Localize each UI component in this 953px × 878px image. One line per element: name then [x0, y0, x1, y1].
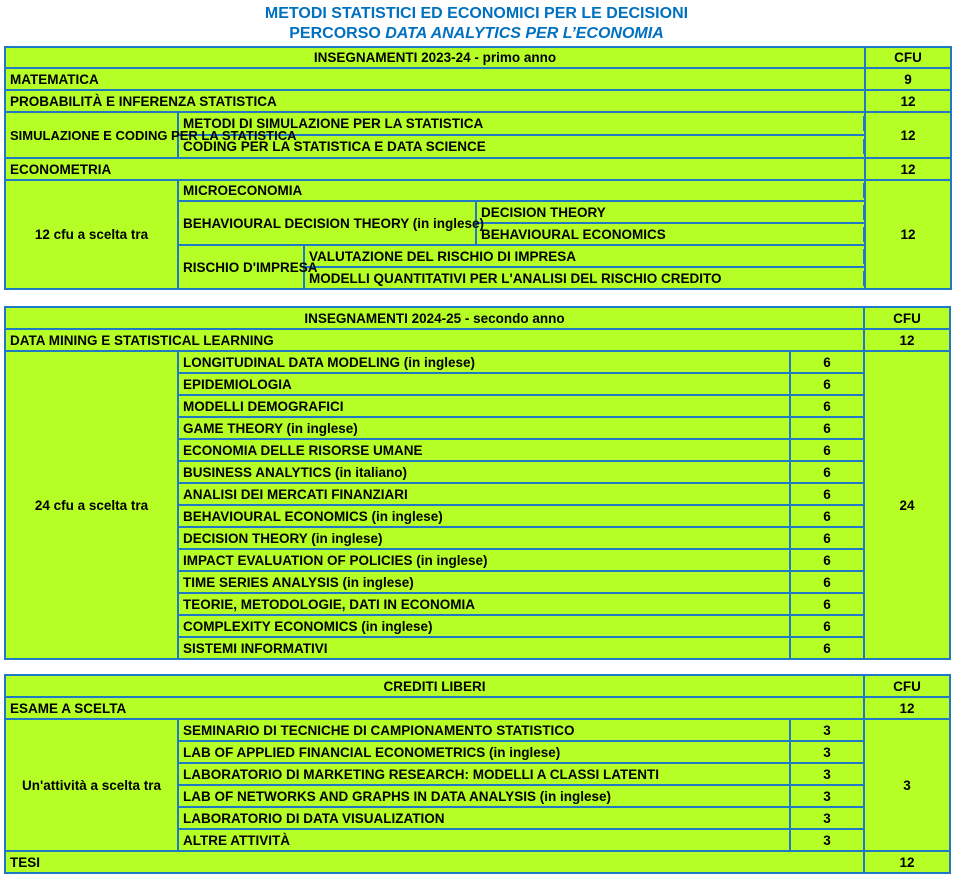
- course-name: BEHAVIOURAL ECONOMICS (in inglese): [179, 506, 790, 526]
- course-name: MODELLI QUANTITATIVI PER L'ANALISI DEL RISCHIO CREDITO: [305, 271, 864, 286]
- choice-label: Un'attività a scelta tra: [5, 719, 178, 851]
- subtable: [179, 550, 863, 570]
- course-name: LONGITUDINAL DATA MODELING (in inglese): [179, 352, 790, 372]
- subtable: [179, 830, 863, 850]
- subtable: [179, 374, 863, 394]
- course-name: LAB OF APPLIED FINANCIAL ECONOMETRICS (in inglese): [179, 742, 790, 762]
- course-name: VALUTAZIONE DEL RISCHIO DI IMPRESA: [305, 249, 864, 264]
- table-first-year: [4, 46, 952, 290]
- page-title: METODI STATISTICI ED ECONOMICI PER LE DECISIONI: [264, 5, 689, 22]
- choice-total-cfu: 24: [864, 351, 950, 659]
- subtable: [179, 418, 863, 438]
- table-row: [5, 351, 950, 373]
- choice-total-cfu: 12: [865, 180, 951, 289]
- subtable: [179, 742, 863, 762]
- subtable: [179, 484, 863, 504]
- course-cfu: 3: [823, 810, 831, 826]
- course-name: LABORATORIO DI MARKETING RESEARCH: MODELLI A CLASSI LATENTI: [179, 764, 790, 784]
- course-name: ANALISI DEI MERCATI FINANZIARI: [179, 484, 790, 504]
- subtable: [305, 271, 864, 286]
- course-cfu: 6: [823, 530, 831, 546]
- subtable: [179, 462, 863, 482]
- course-cfu: 3: [823, 788, 831, 804]
- course-name: LABORATORIO DI DATA VISUALIZATION: [179, 808, 790, 828]
- course-cfu: 6: [823, 486, 831, 502]
- subtable: [477, 205, 864, 220]
- course-name: PROBABILITÀ E INFERENZA STATISTICA: [5, 90, 865, 112]
- group-label: RISCHIO D'IMPRESA: [178, 245, 304, 289]
- course-cfu: 6: [823, 574, 831, 590]
- course-name: ESAME A SCELTA: [5, 697, 864, 719]
- course-cfu: 6: [823, 376, 831, 392]
- table-row: [5, 719, 950, 741]
- subtable: [179, 764, 863, 784]
- course-cfu: 6: [823, 596, 831, 612]
- section-header: CREDITI LIBERI: [5, 675, 864, 697]
- table-row: [5, 851, 950, 873]
- course-cfu: 9: [865, 68, 951, 90]
- table-row: [5, 180, 951, 201]
- course-cfu: 6: [823, 464, 831, 480]
- table-row: [5, 68, 951, 90]
- section-header: INSEGNAMENTI 2024-25 - secondo anno: [5, 307, 864, 329]
- course-cfu: 6: [823, 354, 831, 370]
- table-row: [5, 47, 951, 68]
- subtable: [179, 116, 864, 131]
- course-name: BUSINESS ANALYTICS (in italiano): [179, 462, 790, 482]
- subtable: [179, 506, 863, 526]
- course-name: TIME SERIES ANALYSIS (in inglese): [179, 572, 790, 592]
- cfu-header: CFU: [864, 307, 950, 329]
- section-header: INSEGNAMENTI 2023-24 - primo anno: [5, 47, 865, 68]
- choice-total-cfu: 3: [864, 719, 950, 851]
- subtable: [179, 528, 863, 548]
- course-name: CODING PER LA STATISTICA E DATA SCIENCE: [179, 139, 864, 154]
- group-total-cfu: 12: [865, 112, 951, 158]
- table-row: [5, 675, 950, 697]
- course-name: MICROECONOMIA: [179, 183, 864, 198]
- course-cfu: 6: [823, 618, 831, 634]
- subtable: [179, 720, 863, 740]
- subtable: [305, 249, 864, 264]
- course-cfu: 3: [823, 832, 831, 848]
- cfu-header: CFU: [864, 675, 950, 697]
- table-row: [5, 697, 950, 719]
- subtable: [179, 808, 863, 828]
- course-name: GAME THEORY (in inglese): [179, 418, 790, 438]
- course-cfu: 12: [865, 158, 951, 180]
- course-name: MODELLI DEMOGRAFICI: [179, 396, 790, 416]
- table-row: [5, 112, 951, 135]
- subtable: [179, 616, 863, 636]
- course-name: COMPLEXITY ECONOMICS (in inglese): [179, 616, 790, 636]
- subtable: [179, 183, 864, 198]
- course-name: LAB OF NETWORKS AND GRAPHS IN DATA ANALYSIS (in inglese): [179, 786, 790, 806]
- subtable: [179, 440, 863, 460]
- course-cfu: 3: [823, 722, 831, 738]
- cfu-header: CFU: [865, 47, 951, 68]
- course-cfu: 12: [864, 697, 950, 719]
- subtitle-prefix: PERCORSO: [289, 25, 386, 42]
- subtitle-italic: DATA ANALYTICS PER L’ECONOMIA: [385, 25, 664, 42]
- course-cfu: 6: [823, 552, 831, 568]
- course-cfu: 3: [823, 744, 831, 760]
- activity-list: [5, 719, 950, 851]
- table-second-year: [4, 306, 951, 660]
- course-name: EPIDEMIOLOGIA: [179, 374, 790, 394]
- course-name: ALTRE ATTIVITÀ: [179, 830, 790, 850]
- subtable: [179, 572, 863, 592]
- course-name: SISTEMI INFORMATIVI: [179, 638, 790, 658]
- subtable: [6, 333, 863, 348]
- page-subtitle: [0, 24, 953, 43]
- course-name: IMPACT EVALUATION OF POLICIES (in inglese): [179, 550, 790, 570]
- table-row: [5, 307, 950, 329]
- elective-list: [5, 351, 950, 659]
- course-cfu: 3: [823, 766, 831, 782]
- table-row: [5, 90, 951, 112]
- course-cfu: 12: [864, 329, 950, 351]
- course-cfu: 6: [823, 442, 831, 458]
- course-name: DECISION THEORY (in inglese): [179, 528, 790, 548]
- course-cfu: 6: [823, 508, 831, 524]
- course-cfu: 6: [823, 640, 831, 656]
- course-name: DECISION THEORY: [477, 205, 864, 220]
- course-cfu: 6: [823, 420, 831, 436]
- course-cfu: 12: [865, 90, 951, 112]
- subtable: [179, 396, 863, 416]
- course-name: TESI: [5, 851, 864, 873]
- subtable: [179, 352, 863, 372]
- table-row: [5, 329, 950, 351]
- course-name: METODI DI SIMULAZIONE PER LA STATISTICA: [179, 116, 864, 131]
- course-name: DATA MINING E STATISTICAL LEARNING: [10, 332, 274, 348]
- subtable: [179, 786, 863, 806]
- subtable: [179, 139, 864, 154]
- course-cfu: 6: [823, 398, 831, 414]
- choice-label: 12 cfu a scelta tra: [5, 180, 178, 289]
- subtable: [179, 638, 863, 658]
- course-name: TEORIE, METODOLOGIE, DATI IN ECONOMIA: [179, 594, 790, 614]
- subtable: [477, 227, 864, 242]
- course-name: MATEMATICA: [5, 68, 865, 90]
- table-row: [5, 158, 951, 180]
- group-label: SIMULAZIONE E CODING PER LA STATISTICA: [5, 112, 178, 158]
- course-name: BEHAVIOURAL ECONOMICS: [477, 227, 864, 242]
- course-name: SEMINARIO DI TECNICHE DI CAMPIONAMENTO STATISTICO: [179, 720, 790, 740]
- course-name: ECONOMETRIA: [5, 158, 865, 180]
- group-label: BEHAVIOURAL DECISION THEORY (in inglese): [178, 201, 476, 245]
- course-cfu: 12: [864, 851, 950, 873]
- choice-label: 24 cfu a scelta tra: [5, 351, 178, 659]
- table-free-credits: [4, 674, 951, 874]
- subtable: [179, 594, 863, 614]
- course-name: ECONOMIA DELLE RISORSE UMANE: [179, 440, 790, 460]
